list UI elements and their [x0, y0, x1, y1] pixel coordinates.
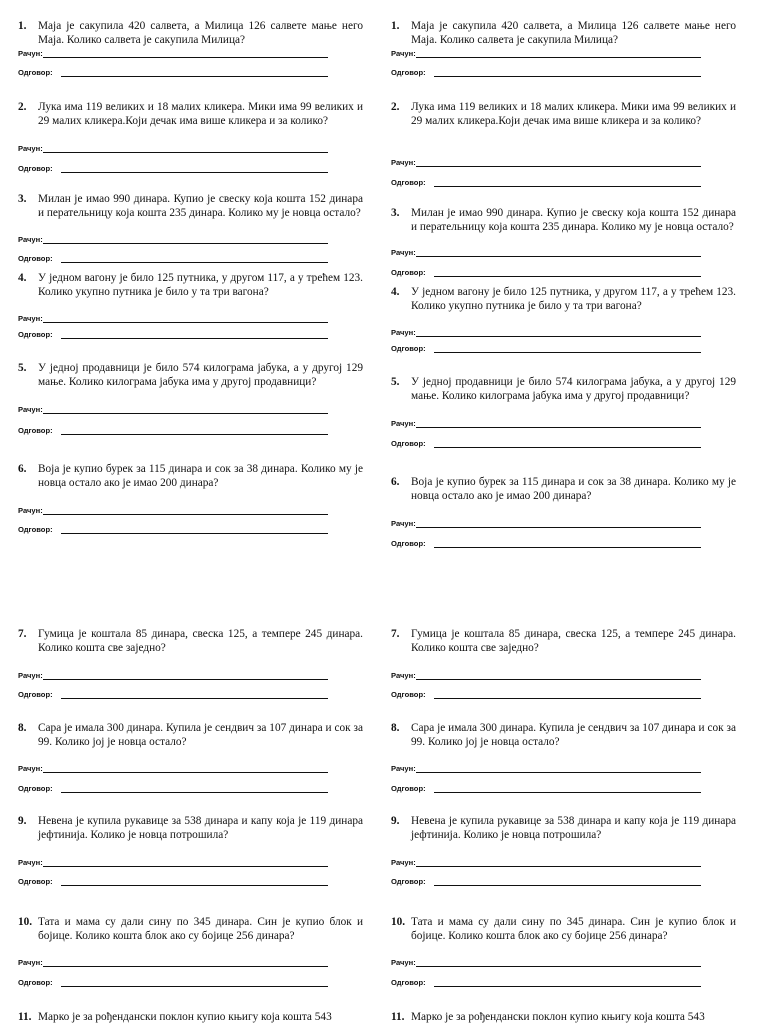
task-text: Воја је купио бурек за 115 динара и сок за 38 динара. Колико му је новца остало ако је имао 200 динара? — [38, 463, 363, 489]
racun-label: Рачун: — [18, 764, 43, 773]
task-number: 11. — [391, 1011, 405, 1023]
racun-label: Рачун: — [18, 958, 43, 967]
racun-label: Рачун: — [18, 144, 43, 153]
task-9 — [18, 815, 363, 842]
odgovor-label: Одговор: — [391, 268, 426, 277]
task-text: Маја је сакупила 420 салвета, а Милица 126 салвете мање него Маја. Колико салвета је сакупила Милица? — [38, 20, 363, 46]
racun-line[interactable] — [18, 234, 328, 246]
racun-line[interactable] — [18, 313, 328, 325]
racun-line[interactable] — [18, 48, 328, 60]
task-number: 4. — [18, 272, 27, 284]
task-text: Маја је сакупила 420 салвета, а Милица 126 салвете мање него Маја. Колико салвета је сакупила Милица? — [411, 20, 736, 46]
racun-line[interactable] — [391, 763, 701, 775]
odgovor-label: Одговор: — [391, 978, 426, 987]
task-number: 9. — [18, 815, 27, 827]
racun-label: Рачун: — [391, 764, 416, 773]
odgovor-line[interactable] — [391, 977, 701, 989]
task-text: Милан је имао 990 динара. Купио је свеску која кошта 152 динара и перательницу која кошта 235 динара. Колико му је новца остало? — [38, 193, 363, 219]
answer-underline — [43, 772, 328, 773]
odgovor-label: Одговор: — [18, 784, 53, 793]
task-number: 10. — [18, 916, 33, 928]
task-7 — [18, 628, 363, 655]
racun-label: Рачун: — [18, 314, 43, 323]
answer-underline — [61, 338, 328, 339]
answer-underline — [434, 698, 701, 699]
task-text: У једном вагону је било 125 путника, у другом 117, а у трећем 123. Колико укупно путника је било у та три вагона? — [38, 272, 363, 298]
racun-label: Рачун: — [391, 328, 416, 337]
odgovor-label: Одговор: — [391, 690, 426, 699]
racun-label: Рачун: — [391, 519, 416, 528]
answer-underline — [416, 772, 701, 773]
task-text: Марко је за рођендански поклон купио књигу која кошта 543 — [38, 1011, 332, 1023]
answer-underline — [416, 679, 701, 680]
task-number: 7. — [18, 628, 27, 640]
racun-label: Рачун: — [391, 958, 416, 967]
racun-label: Рачун: — [391, 419, 416, 428]
answer-underline — [43, 514, 328, 515]
task-text: Тата и мама су дали сину по 345 динара. Син је купио блок и бојице. Колико кошта блок ако су бојице 256 динара? — [38, 916, 363, 942]
task-2 — [18, 101, 363, 128]
answer-underline — [434, 447, 701, 448]
answer-underline — [61, 885, 328, 886]
racun-label: Рачун: — [18, 671, 43, 680]
answer-underline — [61, 76, 328, 77]
racun-line[interactable] — [18, 857, 328, 869]
answer-underline — [61, 172, 328, 173]
racun-label: Рачун: — [391, 858, 416, 867]
answer-underline — [434, 885, 701, 886]
racun-label: Рачун: — [18, 49, 43, 58]
task-10 — [391, 916, 736, 943]
task-number: 2. — [18, 101, 27, 113]
racun-label: Рачун: — [391, 671, 416, 680]
racun-label: Рачун: — [18, 506, 43, 515]
answer-underline — [416, 256, 701, 257]
task-number: 1. — [18, 20, 27, 32]
task-number: 3. — [391, 207, 400, 219]
answer-underline — [416, 57, 701, 58]
racun-line[interactable] — [18, 404, 328, 416]
task-text: Невена је купила рукавице за 538 динара и капу која је 119 динара јефтинија. Колико је новца потрошила? — [38, 815, 363, 841]
answer-underline — [61, 262, 328, 263]
odgovor-line[interactable] — [391, 177, 701, 189]
task-number: 2. — [391, 101, 400, 113]
racun-label: Рачун: — [18, 235, 43, 244]
task-2 — [391, 101, 736, 128]
task-number: 3. — [18, 193, 27, 205]
odgovor-line[interactable] — [18, 876, 328, 888]
task-1 — [18, 20, 363, 47]
answer-underline — [61, 533, 328, 534]
task-6 — [18, 463, 363, 490]
task-number: 10. — [391, 916, 406, 928]
racun-label: Рачун: — [18, 405, 43, 414]
task-number: 4. — [391, 286, 400, 298]
answer-underline — [61, 792, 328, 793]
task-text: Сара је имала 300 динара. Купила је сендвич за 107 динара и сок за 99. Колико јој је новца остало? — [38, 722, 363, 748]
task-number: 1. — [391, 20, 400, 32]
odgovor-line[interactable] — [391, 689, 701, 701]
task-text: Воја је купио бурек за 115 динара и сок за 38 динара. Колико му је новца остало ако је имао 200 динара? — [411, 476, 736, 502]
racun-line[interactable] — [18, 763, 328, 775]
task-text: Гумица је коштала 85 динара, свеска 125, а темпере 245 динара. Колико кошта све заједно? — [38, 628, 363, 654]
odgovor-label: Одговор: — [391, 178, 426, 187]
odgovor-line[interactable] — [391, 67, 701, 79]
answer-underline — [434, 76, 701, 77]
racun-line[interactable] — [391, 518, 701, 530]
task-8 — [391, 722, 736, 749]
odgovor-line[interactable] — [18, 163, 328, 175]
odgovor-line[interactable] — [18, 783, 328, 795]
answer-underline — [43, 57, 328, 58]
odgovor-line[interactable] — [391, 438, 701, 450]
odgovor-label: Одговор: — [391, 344, 426, 353]
racun-line[interactable] — [391, 327, 701, 339]
odgovor-label: Одговор: — [18, 525, 53, 534]
odgovor-line[interactable] — [18, 425, 328, 437]
task-8 — [18, 722, 363, 749]
odgovor-line[interactable] — [18, 253, 328, 265]
odgovor-label: Одговор: — [18, 68, 53, 77]
answer-underline — [43, 679, 328, 680]
odgovor-label: Одговор: — [18, 254, 53, 263]
odgovor-label: Одговор: — [391, 539, 426, 548]
task-number: 8. — [391, 722, 400, 734]
task-4 — [391, 286, 736, 313]
task-9 — [391, 815, 736, 842]
answer-underline — [416, 866, 701, 867]
odgovor-label: Одговор: — [391, 784, 426, 793]
task-number: 9. — [391, 815, 400, 827]
answer-underline — [61, 698, 328, 699]
odgovor-line[interactable] — [18, 329, 328, 341]
answer-underline — [434, 986, 701, 987]
racun-line[interactable] — [18, 670, 328, 682]
answer-underline — [43, 152, 328, 153]
answer-underline — [434, 352, 701, 353]
task-text: У једној продавници је било 574 килограма јабука, а у другој 129 мање. Колико килограма јабука има у другој продавници? — [411, 376, 736, 402]
answer-underline — [43, 322, 328, 323]
odgovor-label: Одговор: — [18, 426, 53, 435]
task-4 — [18, 272, 363, 299]
task-text: Невена је купила рукавице за 538 динара и капу која је 119 динара јефтинија. Колико је новца потрошила? — [411, 815, 736, 841]
answer-underline — [416, 527, 701, 528]
odgovor-label: Одговор: — [391, 439, 426, 448]
racun-label: Рачун: — [391, 49, 416, 58]
task-7 — [391, 628, 736, 655]
task-number: 6. — [18, 463, 27, 475]
task-text: У једном вагону је било 125 путника, у другом 117, а у трећем 123. Колико укупно путника је било у та три вагона? — [411, 286, 736, 312]
odgovor-line[interactable] — [391, 343, 701, 355]
task-number: 5. — [18, 362, 27, 374]
task-text: Тата и мама су дали сину по 345 динара. Син је купио блок и бојице. Колико кошта блок ако су бојице 256 динара? — [411, 916, 736, 942]
odgovor-label: Одговор: — [18, 877, 53, 886]
odgovor-line[interactable] — [391, 538, 701, 550]
answer-underline — [61, 986, 328, 987]
task-6 — [391, 476, 736, 503]
task-number: 5. — [391, 376, 400, 388]
odgovor-label: Одговор: — [18, 164, 53, 173]
task-11 — [18, 1011, 363, 1025]
task-number: 8. — [18, 722, 27, 734]
task-text: Лука има 119 великих и 18 малих кликера. Мики има 99 великих и 29 малих кликера.Који дечак има више кликера и за колико? — [411, 101, 736, 127]
answer-underline — [416, 427, 701, 428]
task-text: Сара је имала 300 динара. Купила је сендвич за 107 динара и сок за 99. Колико јој је новца остало? — [411, 722, 736, 748]
task-11 — [391, 1011, 736, 1025]
racun-label: Рачун: — [18, 858, 43, 867]
answer-underline — [61, 434, 328, 435]
racun-line[interactable] — [18, 143, 328, 155]
odgovor-line[interactable] — [391, 783, 701, 795]
odgovor-line[interactable] — [18, 977, 328, 989]
task-number: 7. — [391, 628, 400, 640]
task-number: 11. — [18, 1011, 32, 1023]
odgovor-label: Одговор: — [391, 68, 426, 77]
racun-line[interactable] — [391, 48, 701, 60]
answer-underline — [416, 966, 701, 967]
answer-underline — [43, 243, 328, 244]
racun-label: Рачун: — [391, 158, 416, 167]
task-number: 6. — [391, 476, 400, 488]
odgovor-label: Одговор: — [18, 330, 53, 339]
odgovor-label: Одговор: — [18, 690, 53, 699]
odgovor-line[interactable] — [391, 267, 701, 279]
racun-line[interactable] — [391, 957, 701, 969]
answer-underline — [43, 966, 328, 967]
answer-underline — [434, 186, 701, 187]
task-text: Марко је за рођендански поклон купио књигу која кошта 543 — [411, 1011, 705, 1023]
task-3 — [18, 193, 363, 220]
task-text: Лука има 119 великих и 18 малих кликера. Мики има 99 великих и 29 малих кликера.Који дечак има више кликера и за колико? — [38, 101, 363, 127]
task-5 — [391, 376, 736, 403]
answer-underline — [434, 547, 701, 548]
answer-underline — [43, 866, 328, 867]
task-3 — [391, 207, 736, 234]
racun-line[interactable] — [391, 670, 701, 682]
answer-underline — [43, 413, 328, 414]
racun-line[interactable] — [391, 157, 701, 169]
task-text: Милан је имао 990 динара. Купио је свеску која кошта 152 динара и перательницу која кошта 235 динара. Колико му је новца остало? — [411, 207, 736, 233]
odgovor-line[interactable] — [18, 524, 328, 536]
racun-line[interactable] — [391, 857, 701, 869]
answer-underline — [416, 166, 701, 167]
task-text: Гумица је коштала 85 динара, свеска 125, а темпере 245 динара. Колико кошта све заједно? — [411, 628, 736, 654]
task-text: У једној продавници је било 574 килограма јабука, а у другој 129 мање. Колико килограма јабука има у другој продавници? — [38, 362, 363, 388]
racun-line[interactable] — [18, 957, 328, 969]
odgovor-line[interactable] — [18, 67, 328, 79]
odgovor-label: Одговор: — [391, 877, 426, 886]
odgovor-line[interactable] — [391, 876, 701, 888]
task-10 — [18, 916, 363, 943]
answer-underline — [434, 792, 701, 793]
racun-line[interactable] — [391, 247, 701, 259]
odgovor-label: Одговор: — [18, 978, 53, 987]
odgovor-line[interactable] — [18, 689, 328, 701]
racun-label: Рачун: — [391, 248, 416, 257]
racun-line[interactable] — [18, 505, 328, 517]
task-5 — [18, 362, 363, 389]
task-1 — [391, 20, 736, 47]
answer-underline — [416, 336, 701, 337]
answer-underline — [434, 276, 701, 277]
racun-line[interactable] — [391, 418, 701, 430]
